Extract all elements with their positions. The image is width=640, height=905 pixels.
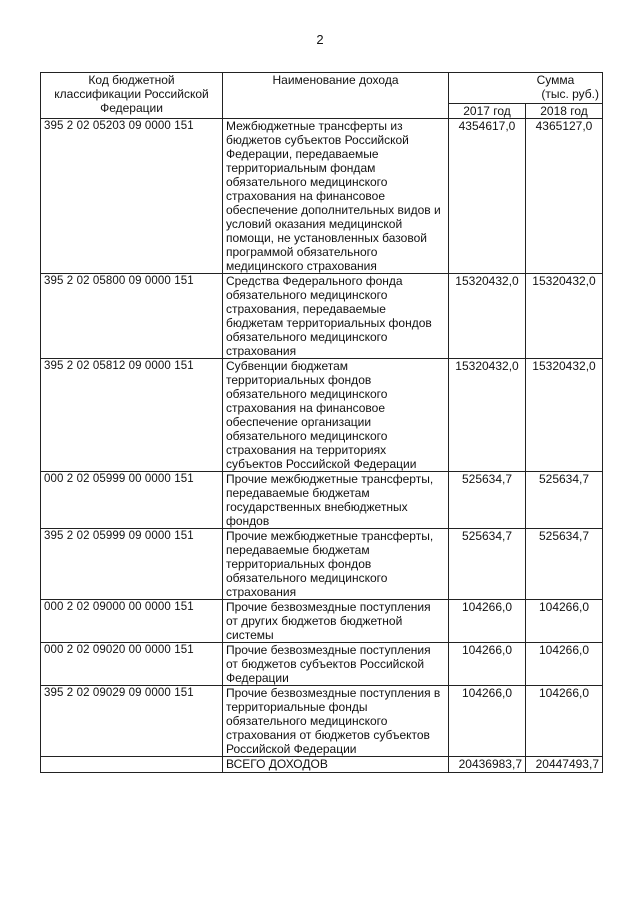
row-name: Средства Федерального фонда обязательного медицинского страхования, передаваемые бюджетам территориальных фондов обязательного медицинского страхования — [223, 274, 449, 359]
row-amount-2017: 104266,0 — [449, 686, 526, 757]
row-amount-2017: 4354617,0 — [449, 119, 526, 274]
row-amount-2018: 525634,7 — [526, 472, 603, 529]
row-amount-2017: 15320432,0 — [449, 274, 526, 359]
row-amount-2017: 525634,7 — [449, 529, 526, 600]
row-amount-2018: 15320432,0 — [526, 274, 603, 359]
header-sum-unit: (тыс. руб.) — [541, 87, 599, 101]
table-header-row — [41, 73, 603, 104]
row-amount-2017: 104266,0 — [449, 643, 526, 686]
table-row — [41, 472, 603, 529]
table-row — [41, 686, 603, 757]
row-name: Прочие межбюджетные трансферты, передаваемые бюджетам государственных внебюджетных фондов — [223, 472, 449, 529]
row-amount-2018: 4365127,0 — [526, 119, 603, 274]
row-amount-2017: 15320432,0 — [449, 359, 526, 472]
row-name: Прочие безвозмездные поступления от других бюджетов бюджетной системы — [223, 600, 449, 643]
row-amount-2018: 104266,0 — [526, 600, 603, 643]
income-table — [40, 72, 603, 773]
row-code: 395 2 02 05203 09 0000 151 — [41, 119, 223, 274]
row-name: Межбюджетные трансферты из бюджетов субъектов Российской Федерации, передаваемые территориальным фондам обязательного медицинского страхования на финансовое обеспечение дополнительных видов и условий оказания медицинской помощи, не установленных базовой программой обязательного медицинского страхования — [223, 119, 449, 274]
row-name: Прочие безвозмездные поступления в территориальные фонды обязательного медицинского страхования от бюджетов субъектов Российской Федерации — [223, 686, 449, 757]
row-amount-2017: 525634,7 — [449, 472, 526, 529]
page-number: 2 — [316, 32, 324, 47]
total-amount-2017: 20436983,7 — [449, 757, 526, 773]
header-year-2018: 2018 год — [526, 104, 603, 119]
row-code: 395 2 02 05999 09 0000 151 — [41, 529, 223, 600]
total-row — [41, 757, 603, 773]
total-amount-2018: 20447493,7 — [526, 757, 603, 773]
table-row — [41, 529, 603, 600]
row-code: 395 2 02 05800 09 0000 151 — [41, 274, 223, 359]
row-amount-2018: 104266,0 — [526, 643, 603, 686]
header-year-2017: 2017 год — [449, 104, 526, 119]
table-row — [41, 119, 603, 274]
row-amount-2017: 104266,0 — [449, 600, 526, 643]
header-code: Код бюджетной классификации Российской Федерации — [41, 73, 223, 119]
table-row — [41, 643, 603, 686]
row-code: 000 2 02 09020 00 0000 151 — [41, 643, 223, 686]
header-sum-label: Сумма — [536, 73, 575, 87]
row-code: 395 2 02 09029 09 0000 151 — [41, 686, 223, 757]
row-amount-2018: 525634,7 — [526, 529, 603, 600]
total-empty-cell — [41, 757, 223, 773]
row-name: Субвенции бюджетам территориальных фондов обязательного медицинского страхования на финансовое обеспечение организации обязательного медицинского страхования на территориях субъектов Российской Федерации — [223, 359, 449, 472]
table-row — [41, 359, 603, 472]
row-name: Прочие межбюджетные трансферты, передаваемые бюджетам территориальных фондов обязательного медицинского страхования — [223, 529, 449, 600]
row-amount-2018: 104266,0 — [526, 686, 603, 757]
header-sum — [449, 73, 603, 104]
header-name: Наименование дохода — [223, 73, 449, 119]
total-label: ВСЕГО ДОХОДОВ — [223, 757, 449, 773]
row-amount-2018: 15320432,0 — [526, 359, 603, 472]
row-name: Прочие безвозмездные поступления от бюджетов субъектов Российской Федерации — [223, 643, 449, 686]
row-code: 395 2 02 05812 09 0000 151 — [41, 359, 223, 472]
row-code: 000 2 02 09000 00 0000 151 — [41, 600, 223, 643]
table-row — [41, 274, 603, 359]
table-row — [41, 600, 603, 643]
row-code: 000 2 02 05999 00 0000 151 — [41, 472, 223, 529]
